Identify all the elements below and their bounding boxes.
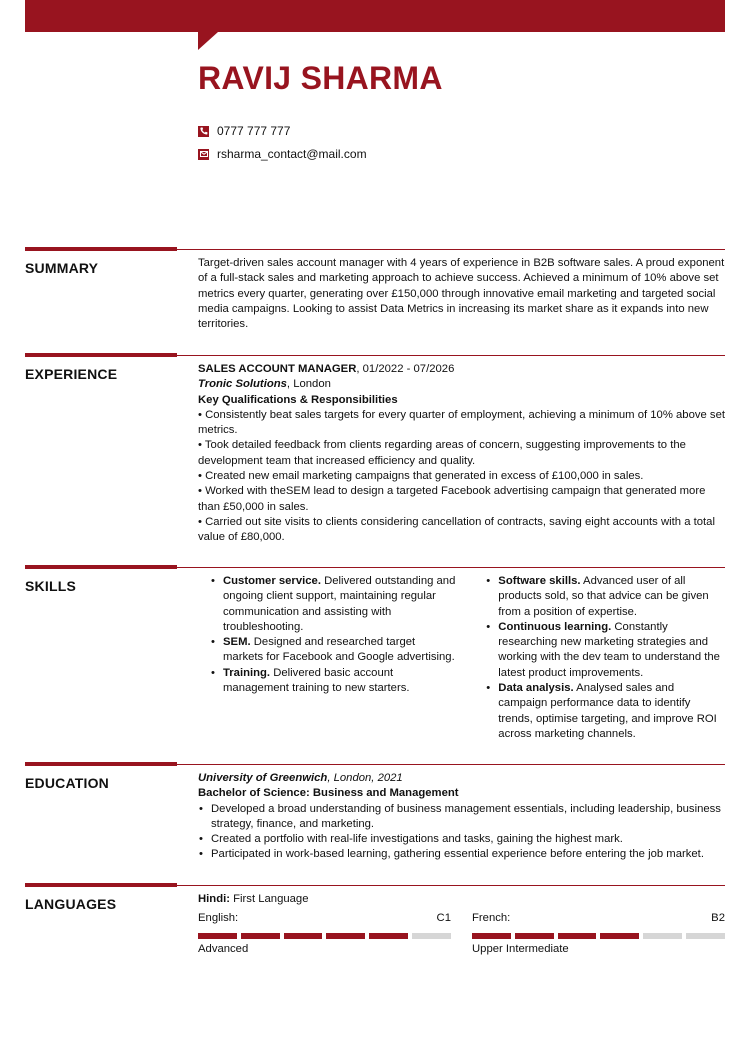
language-level: Upper Intermediate	[472, 942, 569, 955]
experience-bullet: • Carried out site visits to clients considering cancellation of contracts, saving eight accounts with a total value of £80,000.	[198, 515, 715, 544]
company-line	[198, 377, 725, 392]
skill-title: Data analysis.	[498, 682, 574, 695]
language-code: B2	[711, 912, 725, 925]
summary-text: Target-driven sales account manager with 4 years of experience in B2B software sales. A proud exponent of a full-stack sales and marketing approach to achieve success. Achieved a minimum of 10% above set metrics every quarter, generating over £150,000 through innovative email marketing and targeted social media campaigns. Looking to assist Data Metrics in increasing its market share as it expands into new territories.	[198, 257, 725, 331]
proficiency-segment-filled	[326, 933, 365, 939]
email-contact	[198, 147, 367, 161]
skill-text: Delivered outstanding and ongoing client support, maintaining regular communication and assisting with troubleshooting.	[223, 575, 456, 633]
job-dates: , 01/2022 - 07/2026	[356, 363, 455, 375]
skill-title: Continuous learning.	[498, 620, 612, 633]
proficiency-bar	[198, 933, 451, 939]
skill-title: SEM.	[223, 636, 251, 649]
proficiency-segment-filled	[369, 933, 408, 939]
language-name: English:	[198, 912, 239, 925]
experience-bullet: • Worked with theSEM lead to design a targeted Facebook advertising campaign that generated more than £50,000 in sales.	[198, 485, 706, 513]
skill-title: Software skills.	[498, 575, 581, 587]
phone-number: 0777 777 777	[217, 124, 291, 138]
banner-tab	[198, 32, 218, 50]
education-bullet: • Participated in work-based learning, gathering essential experience before entering the job market.	[211, 847, 725, 862]
proficiency-segment-empty	[412, 933, 451, 939]
email-address[interactable]: rsharma_contact@mail.com	[217, 147, 367, 161]
skills-heading: SKILLS	[25, 578, 76, 594]
section-rule-accent	[25, 353, 177, 357]
summary-heading: SUMMARY	[25, 260, 99, 276]
skill-text: Designed and researched target markets for Facebook and Google advertising.	[223, 636, 455, 664]
language-english	[198, 911, 451, 957]
skill-item	[498, 620, 725, 681]
language-level: Advanced	[198, 942, 249, 955]
candidate-name: RAVIJ SHARMA	[198, 60, 443, 96]
skills-right-column	[471, 574, 725, 742]
proficiency-segment-filled	[198, 933, 237, 939]
section-rule-accent	[25, 883, 177, 887]
education-bullet: • Developed a broad understanding of business management essentials, including leadership, business strategy, finance, and marketing.	[211, 802, 725, 833]
section-rule-accent	[25, 247, 177, 251]
skill-item	[498, 574, 725, 620]
responsibilities-subheading: Key Qualifications & Responsibilities	[198, 393, 398, 406]
proficiency-segment-filled	[284, 933, 323, 939]
proficiency-segment-filled	[600, 933, 639, 939]
skill-title: Customer service.	[223, 575, 321, 587]
envelope-icon	[198, 149, 209, 160]
section-rule-accent	[25, 565, 177, 569]
proficiency-segment-empty	[686, 933, 725, 939]
skill-text: Delivered basic account management training to new starters.	[223, 666, 410, 695]
language-french	[472, 911, 725, 957]
degree-field: : Business and Management	[306, 787, 459, 800]
native-language-name: Hindi:	[198, 893, 230, 905]
proficiency-segment-filled	[241, 933, 280, 939]
experience-bullet: • Consistently beat sales targets for every quarter of employment, achieving a minimum of 10% above set metrics.	[198, 408, 726, 437]
school-meta: , London, 2021	[327, 772, 403, 784]
experience-bullet: • Created new email marketing campaigns that generated in excess of £100,000 in sales.	[198, 470, 644, 483]
proficiency-segment-empty	[643, 933, 682, 939]
languages-heading: LANGUAGES	[25, 896, 117, 912]
language-name: French:	[472, 912, 511, 925]
section-rule-accent	[25, 762, 177, 766]
school-line	[198, 771, 725, 786]
phone-contact	[198, 124, 290, 138]
job-title: SALES ACCOUNT MANAGER	[198, 363, 357, 375]
top-banner	[25, 0, 725, 32]
job-title-line	[198, 362, 725, 377]
proficiency-segment-filled	[472, 933, 511, 939]
skill-item	[223, 635, 457, 666]
skill-text: Advanced user of all products sold, so that advice can be given from a position of expertise.	[498, 575, 709, 618]
degree-label: Bachelor of Science	[198, 787, 306, 800]
skill-text: Analysed sales and campaign performance data to identify trends, optimise targeting, and improve ROI across marketing channels.	[498, 682, 717, 740]
degree-line	[198, 786, 725, 801]
proficiency-bar	[472, 933, 725, 939]
language-code: C1	[436, 912, 451, 925]
skill-item	[498, 681, 725, 742]
skill-text: Constantly researching new marketing strategies and working with the dev team to understand the latest product improvements.	[498, 620, 720, 679]
skill-item	[223, 574, 457, 635]
native-language-level: First Language	[230, 893, 309, 905]
skill-item	[223, 666, 457, 697]
proficiency-segment-filled	[515, 933, 554, 939]
experience-bullet: • Took detailed feedback from clients regarding areas of concern, suggesting improvements to the development team that increased efficiency and quality.	[198, 439, 686, 467]
education-heading: EDUCATION	[25, 775, 109, 791]
phone-icon	[198, 126, 209, 137]
education-bullet: • Created a portfolio with real-life investigations and tasks, gaining the highest mark.	[211, 832, 725, 847]
company-name: Tronic Solutions	[198, 378, 287, 391]
school-name: University of Greenwich	[198, 772, 328, 784]
experience-heading: EXPERIENCE	[25, 366, 118, 382]
company-location: , London	[286, 378, 331, 391]
proficiency-segment-filled	[558, 933, 597, 939]
skill-title: Training.	[223, 666, 271, 679]
skills-left-column	[198, 574, 457, 742]
native-language	[198, 892, 725, 907]
